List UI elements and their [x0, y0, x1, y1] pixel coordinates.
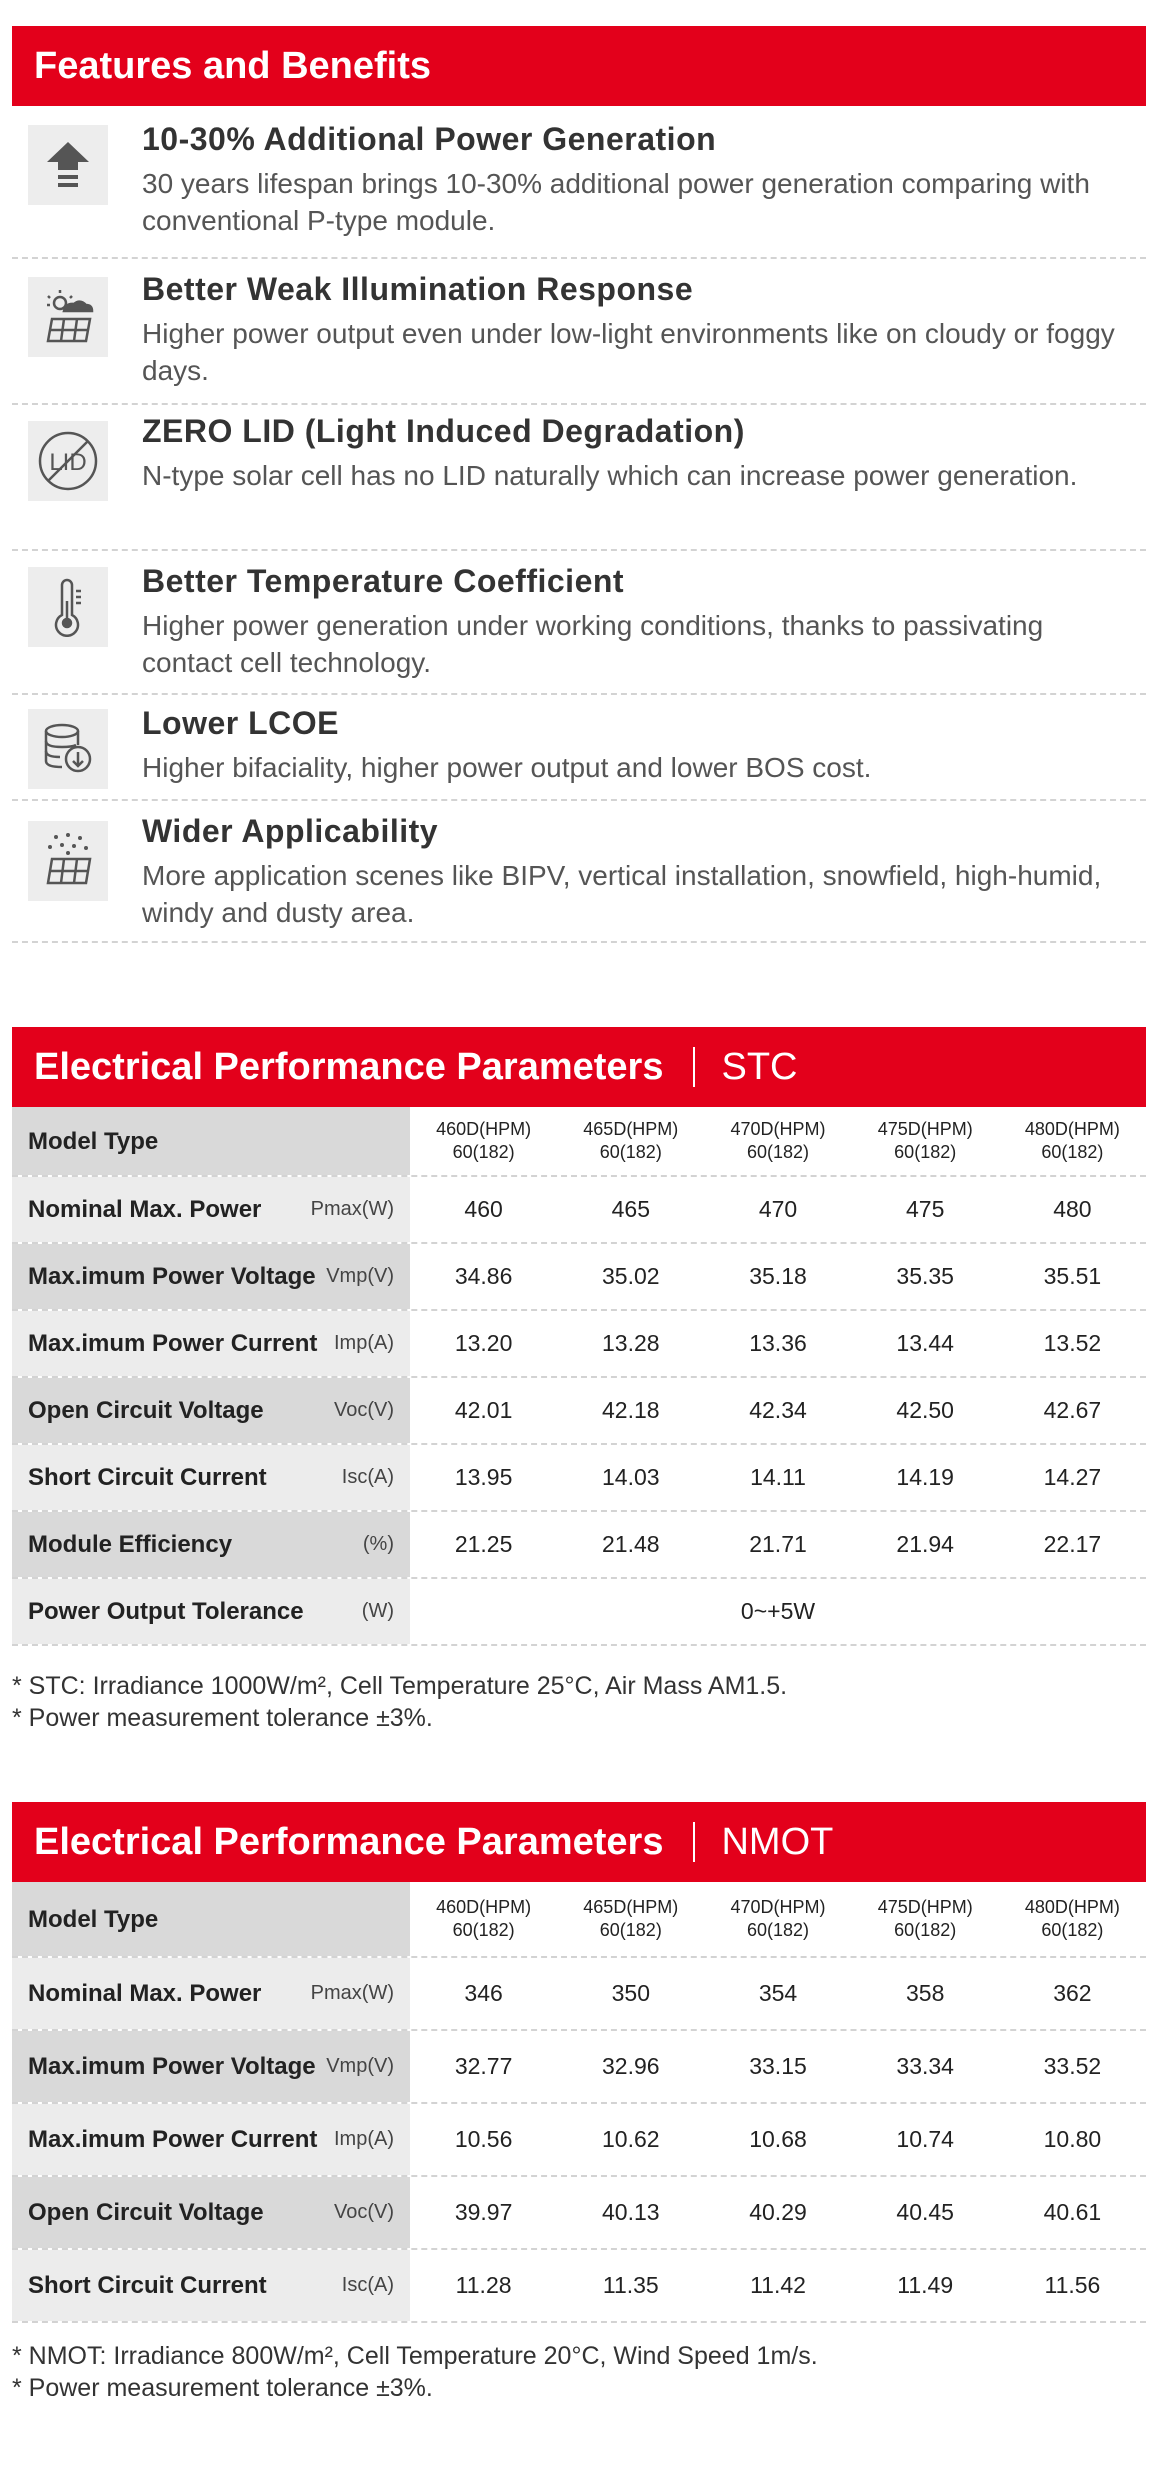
table-cell: 35.35 — [896, 1263, 954, 1289]
feature-title: Better Weak Illumination Response — [142, 271, 694, 307]
row-unit: Isc(A) — [341, 1466, 394, 1488]
table-cell: 11.49 — [897, 2272, 954, 2298]
table-cell: 14.11 — [750, 1464, 806, 1490]
table-cell: 11.42 — [750, 2272, 806, 2298]
feature-item — [12, 107, 1146, 259]
table-cell: 22.17 — [1043, 1531, 1102, 1557]
row-label: Nominal Max. Power — [28, 1980, 262, 2007]
feature-title: Wider Applicability — [142, 813, 439, 849]
feature-title: ZERO LID (Light Induced Degradation) — [142, 413, 745, 449]
table-cell: 40.13 — [602, 2199, 660, 2225]
row-label: Power Output Tolerance — [28, 1598, 304, 1625]
table-row — [12, 2177, 1146, 2250]
table-cell: 10.74 — [896, 2126, 954, 2152]
stc-condition: STC — [721, 1045, 798, 1088]
nmot-table — [12, 1882, 1146, 2323]
row-label: Nominal Max. Power — [28, 1196, 262, 1223]
row-unit: (%) — [362, 1533, 394, 1555]
features-list — [12, 107, 1146, 943]
table-cell: 42.50 — [896, 1397, 954, 1423]
table-cell: 21.48 — [602, 1531, 660, 1557]
table-cell: 21.71 — [749, 1531, 807, 1557]
table-cell: 33.15 — [749, 2053, 807, 2079]
table-row — [12, 2104, 1146, 2177]
table-header-row — [12, 1107, 1146, 1177]
nmot-banner — [12, 1802, 1146, 1882]
table-cell: 13.52 — [1043, 1330, 1102, 1356]
row-unit: Imp(A) — [334, 2128, 394, 2150]
feature-item — [12, 801, 1146, 943]
model-type-label: Model Type — [28, 1127, 159, 1155]
table-cell: 40.29 — [749, 2199, 807, 2225]
row-label: Max.imum Power Current — [28, 1330, 318, 1357]
table-cell: 11.56 — [1044, 2272, 1101, 2298]
table-cell: 33.34 — [896, 2053, 954, 2079]
table-cell: 346 — [464, 1980, 503, 2006]
arrow-up-icon — [28, 125, 108, 205]
note-line: * NMOT: Irradiance 800W/m², Cell Temperature 20°C, Wind Speed 1m/s. — [12, 2342, 818, 2370]
feature-item — [12, 551, 1146, 695]
table-cell: 14.03 — [602, 1464, 660, 1490]
table-cell: 42.18 — [602, 1397, 660, 1423]
table-cell: 13.36 — [749, 1330, 807, 1356]
model-type-label: Model Type — [28, 1905, 159, 1933]
no-lid-icon — [28, 421, 108, 501]
table-cell: 480 — [1053, 1196, 1092, 1222]
row-unit: Pmax(W) — [310, 1982, 394, 2004]
table-row — [12, 1958, 1146, 2031]
feature-title: 10-30% Additional Power Generation — [142, 121, 717, 157]
row-label: Open Circuit Voltage — [28, 2199, 264, 2226]
table-cell: 460 — [464, 1196, 503, 1222]
table-cell: 358 — [906, 1980, 945, 2006]
feature-desc: Higher power output even under low-light environments like on cloudy or foggy days. — [142, 318, 1115, 386]
stc-title: Electrical Performance Parameters — [34, 1045, 664, 1088]
row-label: Short Circuit Current — [28, 2272, 267, 2299]
note-line: * STC: Irradiance 1000W/m², Cell Temperature 25°C, Air Mass AM1.5. — [12, 1672, 788, 1700]
model-header: 465D(HPM) 60(182) — [583, 1119, 679, 1162]
model-header: 470D(HPM) 60(182) — [730, 1119, 826, 1162]
table-cell: 14.19 — [896, 1464, 954, 1490]
table-cell: 465 — [611, 1196, 650, 1222]
model-header: 460D(HPM) 60(182) — [436, 1897, 532, 1940]
row-label: Module Efficiency — [28, 1531, 233, 1558]
table-cell: 10.68 — [749, 2126, 807, 2152]
table-cell: 34.86 — [454, 1263, 513, 1289]
table-cell: 10.80 — [1043, 2126, 1102, 2152]
row-unit: (W) — [361, 1600, 394, 1622]
table-cell: 40.61 — [1043, 2199, 1102, 2225]
table-cell: 11.28 — [455, 2272, 512, 2298]
row-unit: Isc(A) — [341, 2274, 394, 2296]
banner-divider — [693, 1822, 695, 1862]
row-unit: Vmp(V) — [326, 1265, 394, 1287]
table-cell: 32.96 — [602, 2053, 660, 2079]
table-cell: 13.44 — [896, 1330, 954, 1356]
table-row — [12, 1378, 1146, 1445]
feature-desc: Higher power generation under working conditions, thanks to passivating contact cell technology. — [142, 610, 1044, 678]
table-cell: 42.34 — [749, 1397, 807, 1423]
row-label: Max.imum Power Voltage — [28, 2053, 316, 2080]
table-row — [12, 2031, 1146, 2104]
table-row — [12, 1311, 1146, 1378]
lid-icon-text: LID — [49, 449, 87, 476]
table-cell: 40.45 — [896, 2199, 954, 2225]
model-header: 480D(HPM) 60(182) — [1024, 1897, 1120, 1940]
tolerance-value: 0~+5W — [740, 1598, 816, 1624]
note-line: * Power measurement tolerance ±3%. — [12, 1704, 433, 1732]
row-label: Short Circuit Current — [28, 1464, 267, 1491]
row-label: Max.imum Power Current — [28, 2126, 318, 2153]
table-cell: 470 — [758, 1196, 798, 1222]
table-cell: 32.77 — [454, 2053, 513, 2079]
model-header: 475D(HPM) 60(182) — [877, 1897, 973, 1940]
table-cell: 475 — [906, 1196, 945, 1222]
snow-panel-icon — [28, 821, 108, 901]
table-row — [12, 1445, 1146, 1512]
table-cell: 39.97 — [454, 2199, 513, 2225]
banner-divider — [693, 1047, 695, 1087]
table-row — [12, 1244, 1146, 1311]
row-unit: Pmax(W) — [310, 1198, 394, 1220]
stc-notes — [12, 1670, 787, 1734]
table-row — [12, 1579, 1146, 1646]
table-cell: 42.01 — [454, 1397, 513, 1423]
row-unit: Imp(A) — [334, 1332, 394, 1354]
feature-title: Lower LCOE — [142, 705, 340, 741]
model-header: 465D(HPM) 60(182) — [583, 1897, 679, 1940]
row-label: Max.imum Power Voltage — [28, 1263, 316, 1290]
row-label: Open Circuit Voltage — [28, 1397, 264, 1424]
table-cell: 13.95 — [454, 1464, 513, 1490]
table-cell: 10.56 — [454, 2126, 513, 2152]
feature-item — [12, 695, 1146, 801]
table-row — [12, 1177, 1146, 1244]
table-cell: 21.94 — [896, 1531, 954, 1557]
table-cell: 42.67 — [1043, 1397, 1102, 1423]
table-cell: 13.28 — [602, 1330, 660, 1356]
feature-item — [12, 259, 1146, 405]
table-row — [12, 2250, 1146, 2323]
table-cell: 14.27 — [1043, 1464, 1102, 1490]
stc-banner — [12, 1027, 1146, 1107]
table-cell: 21.25 — [454, 1531, 513, 1557]
nmot-notes — [12, 2340, 818, 2404]
row-unit: Voc(V) — [333, 2201, 394, 2223]
table-row — [12, 1512, 1146, 1579]
feature-desc: More application scenes like BIPV, vertical installation, snowfield, high-humid, windy and dusty area. — [142, 860, 1102, 928]
nmot-condition: NMOT — [721, 1820, 834, 1863]
table-header-row — [12, 1882, 1146, 1958]
note-line: * Power measurement tolerance ±3%. — [12, 2374, 433, 2402]
model-header: 480D(HPM) 60(182) — [1024, 1119, 1120, 1162]
table-cell: 35.02 — [602, 1263, 660, 1289]
feature-desc: Higher bifaciality, higher power output and lower BOS cost. — [142, 752, 872, 783]
thermometer-icon — [28, 567, 108, 647]
table-cell: 33.52 — [1043, 2053, 1102, 2079]
table-cell: 10.62 — [602, 2126, 660, 2152]
table-cell: 362 — [1053, 1980, 1092, 2006]
nmot-title: Electrical Performance Parameters — [34, 1820, 664, 1863]
features-banner — [12, 26, 1146, 106]
model-header: 460D(HPM) 60(182) — [436, 1119, 532, 1162]
table-cell: 350 — [611, 1980, 650, 2006]
stc-table — [12, 1107, 1146, 1646]
feature-desc: 30 years lifespan brings 10-30% additional power generation comparing with conventional P-type module. — [142, 168, 1090, 236]
table-cell: 13.20 — [454, 1330, 513, 1356]
feature-desc: N-type solar cell has no LID naturally which can increase power generation. — [142, 460, 1078, 491]
table-cell: 11.35 — [602, 2272, 659, 2298]
model-header: 475D(HPM) 60(182) — [877, 1119, 973, 1162]
table-cell: 354 — [758, 1980, 798, 2006]
feature-item — [12, 405, 1146, 551]
table-cell: 35.18 — [749, 1263, 807, 1289]
table-cell: 35.51 — [1043, 1263, 1102, 1289]
features-title: Features and Benefits — [34, 44, 431, 87]
model-header: 470D(HPM) 60(182) — [730, 1897, 826, 1940]
database-cost-icon — [28, 709, 108, 789]
row-unit: Voc(V) — [333, 1399, 394, 1421]
feature-title: Better Temperature Coefficient — [142, 563, 625, 599]
sun-cloud-panel-icon — [28, 277, 108, 357]
row-unit: Vmp(V) — [326, 2055, 394, 2077]
